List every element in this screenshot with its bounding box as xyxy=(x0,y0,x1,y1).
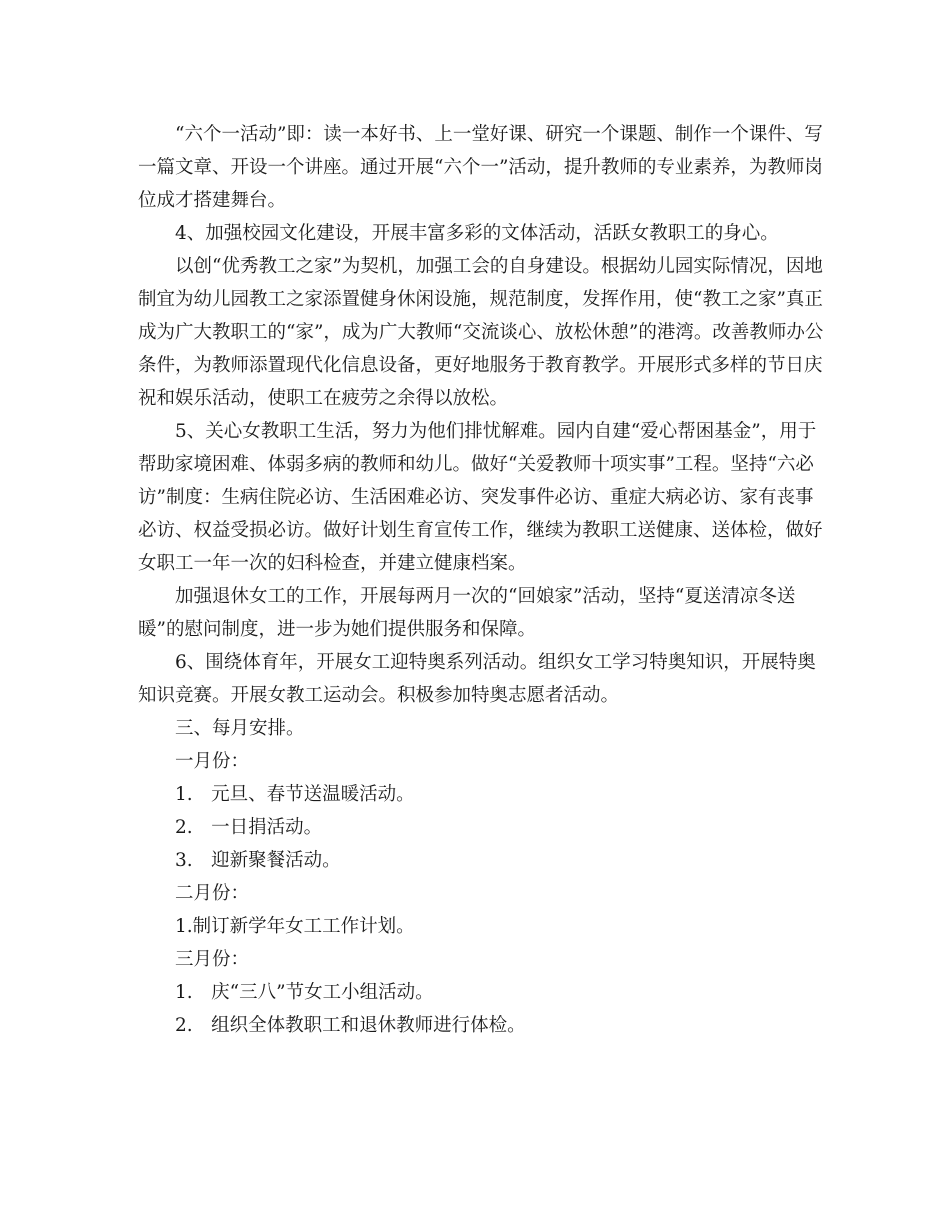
paragraph-teachers-home: 以创“优秀教工之家”为契机，加强工会的自身建设。根据幼儿园实际情况，因地制宜为幼儿园教工之家添置健身休闲设施，规范制度，发挥作用，使“教工之家”真正成为广大教职工的“家”，成为广大教师“交流谈心、放松休憩”的港湾。改善教师办公条件，为教师添置现代化信息设备，更好地服务于教育教学。开展形式多样的节日庆祝和娱乐活动，使职工在疲劳之余得以放松。 xyxy=(138,256,824,409)
paragraph-item-6-sports: 6、围绕体育年，开展女工迎特奥系列活动。组织女工学习特奥知识，开展特奥知识竞赛。开展女教工运动会。积极参加特奥志愿者活动。 xyxy=(138,652,816,706)
paragraph-six-activities: “六个一活动”即：读一本好书、上一堂好课、研究一个课题、制作一个课件、写一篇文章、开设一个讲座。通过开展“六个一”活动，提升教师的专业素养，为教师岗位成才搭建舞台。 xyxy=(138,124,823,211)
list-item: 2. 组织全体教职工和退休教师进行体检。 xyxy=(175,1015,526,1036)
paragraph-item-4-heading: 4、加强校园文化建设，开展丰富多彩的文体活动，活跃女教职工的身心。 xyxy=(175,223,779,244)
list-item: 1. 元旦、春节送温暖活动。 xyxy=(175,784,415,805)
list-item: 2. 一日捐活动。 xyxy=(175,817,323,838)
month-heading-march: 三月份： xyxy=(175,949,250,970)
month-heading-february: 二月份： xyxy=(175,883,250,904)
list-item: 3. 迎新聚餐活动。 xyxy=(175,850,341,871)
paragraph-item-5-care: 5、关心女教职工生活，努力为他们排忧解难。园内自建“爱心帮困基金”，用于帮助家境困难、体弱多病的教师和幼儿。做好“关爱教师十项实事”工程。坚持“六必访”制度：生病住院必访、生活困难必访、突发事件必访、重症大病必访、家有丧事必访、权益受损必访。做好计划生育宣传工作，继续为教职工送健康、送体检，做好女职工一年一次的妇科检查，并建立健康档案。 xyxy=(138,421,823,574)
list-item: 1. 庆“三八”节女工小组活动。 xyxy=(175,982,434,1003)
section-heading-monthly-plan: 三、每月安排。 xyxy=(175,718,305,739)
list-item: 1.制订新学年女工工作计划。 xyxy=(175,916,415,937)
document-body xyxy=(138,118,828,1042)
month-heading-january: 一月份： xyxy=(175,751,250,772)
paragraph-retired-workers: 加强退休女工的工作，开展每两月一次的“回娘家”活动，坚持“夏送清凉冬送暖”的慰问制度，进一步为她们提供服务和保障。 xyxy=(138,586,796,640)
